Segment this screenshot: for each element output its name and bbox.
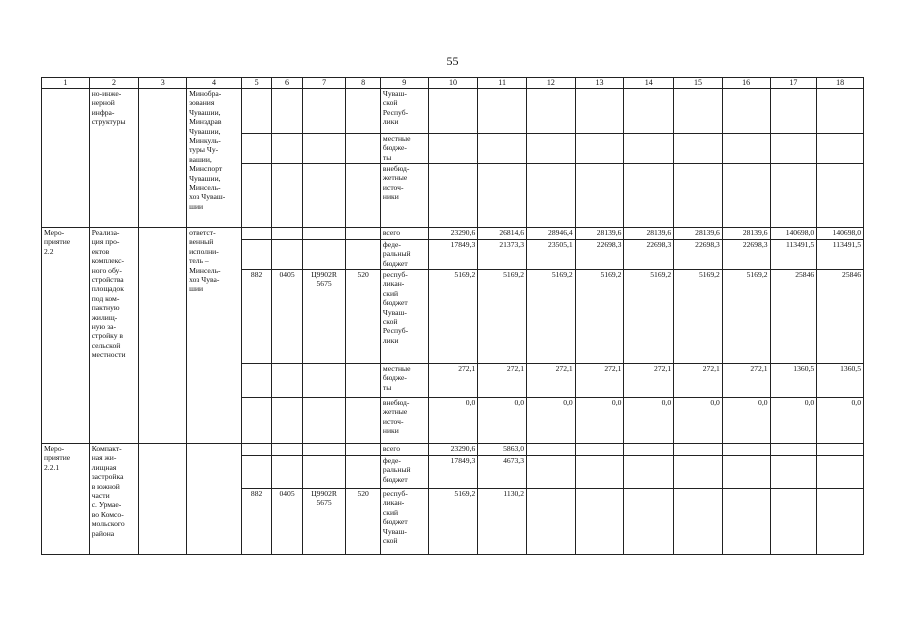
value-cell: 272,1 — [575, 364, 624, 398]
admin-code-cell: 882 — [241, 489, 271, 555]
col-header: 11 — [478, 78, 527, 89]
col-header: 18 — [817, 78, 864, 89]
value-cell: 0,0 — [624, 398, 674, 444]
value-cell: 23290,6 — [428, 228, 478, 240]
value-cell: 5863,0 — [478, 444, 527, 456]
section-code-cell: 0405 — [272, 489, 302, 555]
value-cell: 4673,3 — [478, 456, 527, 489]
value-cell: 0,0 — [722, 398, 770, 444]
value-cell: 0,0 — [674, 398, 723, 444]
col-header: 13 — [575, 78, 624, 89]
status-cell — [139, 228, 187, 444]
value-cell: 28946,4 — [527, 228, 576, 240]
col-header: 17 — [770, 78, 817, 89]
funding-source-label: всего — [380, 228, 428, 240]
col-header: 15 — [674, 78, 723, 89]
value-cell: 5169,2 — [478, 270, 527, 364]
col-header: 14 — [624, 78, 674, 89]
table-row — [42, 89, 864, 134]
funding-source-label: местные бюдже- ты — [380, 134, 428, 164]
executor-cell: ответст- венный исполни- тель – Минсель- хоз Чува- шии — [187, 228, 242, 444]
value-cell: 0,0 — [770, 398, 817, 444]
status-cell — [139, 444, 187, 555]
value-cell: 21373,3 — [478, 240, 527, 270]
col-header: 7 — [302, 78, 346, 89]
executor-cell: Минобра- зования Чувашии, Минздрав Чувашии, Минкуль- туры Чу- вашии, Минспорт Чувашии, Минсель- хоз Чуваш- шии — [187, 89, 242, 228]
event-code-cell — [42, 89, 90, 228]
col-header: 2 — [89, 78, 139, 89]
admin-code-cell: 882 — [241, 270, 271, 364]
value-cell: 5169,2 — [527, 270, 576, 364]
col-header: 1 — [42, 78, 90, 89]
budget-table — [41, 77, 864, 555]
table-row — [42, 444, 864, 456]
col-header: 10 — [428, 78, 478, 89]
col-header: 16 — [722, 78, 770, 89]
value-cell: 17849,3 — [428, 456, 478, 489]
col-header: 5 — [241, 78, 271, 89]
col-header: 8 — [346, 78, 381, 89]
value-cell: 272,1 — [478, 364, 527, 398]
value-cell: 28139,6 — [722, 228, 770, 240]
value-cell: 26814,6 — [478, 228, 527, 240]
value-cell: 23505,1 — [527, 240, 576, 270]
value-cell: 22698,3 — [722, 240, 770, 270]
value-cell: 1130,2 — [478, 489, 527, 555]
value-cell: 28139,6 — [624, 228, 674, 240]
col-header: 9 — [380, 78, 428, 89]
funding-source-label: феде- ральный бюджет — [380, 456, 428, 489]
funding-source-label: внебюд- жетные источ- ники — [380, 398, 428, 444]
value-cell: 22698,3 — [674, 240, 723, 270]
value-cell: 140698,0 — [817, 228, 864, 240]
funding-source-label: респуб- ликан- ский бюджет Чуваш- ской Респуб- лики — [380, 270, 428, 364]
value-cell: 113491,5 — [770, 240, 817, 270]
value-cell: 0,0 — [575, 398, 624, 444]
table-row — [42, 228, 864, 240]
expense-type-cell: 520 — [346, 270, 381, 364]
value-cell: 5169,2 — [575, 270, 624, 364]
target-article-cell: Ц9902R 5675 — [302, 489, 346, 555]
col-header: 4 — [187, 78, 242, 89]
value-cell: 25846 — [817, 270, 864, 364]
value-cell: 5169,2 — [722, 270, 770, 364]
col-header: 6 — [272, 78, 302, 89]
value-cell: 5169,2 — [428, 489, 478, 555]
value-cell: 28139,6 — [674, 228, 723, 240]
event-name-cell: но-инже- нерной инфра- структуры — [89, 89, 139, 228]
funding-source-label: феде- ральный бюджет — [380, 240, 428, 270]
value-cell: 113491,5 — [817, 240, 864, 270]
column-number-row — [42, 78, 864, 89]
funding-source-label: внебюд- жетные источ- ники — [380, 164, 428, 228]
value-cell: 1360,5 — [817, 364, 864, 398]
value-cell: 272,1 — [428, 364, 478, 398]
page-number: 55 — [446, 54, 459, 68]
value-cell: 272,1 — [527, 364, 576, 398]
expense-type-cell: 520 — [346, 489, 381, 555]
status-cell — [139, 89, 187, 228]
value-cell: 5169,2 — [428, 270, 478, 364]
value-cell: 17849,3 — [428, 240, 478, 270]
value-cell: 28139,6 — [575, 228, 624, 240]
value-cell: 1360,5 — [770, 364, 817, 398]
value-cell: 0,0 — [478, 398, 527, 444]
value-cell: 5169,2 — [624, 270, 674, 364]
value-cell: 25846 — [770, 270, 817, 364]
value-cell: 5169,2 — [674, 270, 723, 364]
value-cell: 22698,3 — [624, 240, 674, 270]
col-header: 12 — [527, 78, 576, 89]
section-code-cell: 0405 — [272, 270, 302, 364]
funding-source-label: Чуваш- ской Респуб- лики — [380, 89, 428, 134]
value-cell: 0,0 — [428, 398, 478, 444]
col-header: 3 — [139, 78, 187, 89]
funding-source-label: местные бюдже- ты — [380, 364, 428, 398]
event-name-cell: Реализа- ция про- ектов комплекс- ного обу- стройства площадок под ком- пактную жилищ- ную за- стройку в сельской местности — [89, 228, 139, 444]
value-cell: 0,0 — [527, 398, 576, 444]
executor-cell — [187, 444, 242, 555]
funding-source-label: всего — [380, 444, 428, 456]
event-name-cell: Компакт- ная жи- лищная застройка в южной части с. Урмае- во Комсо- мольского района — [89, 444, 139, 555]
target-article-cell: Ц9902R 5675 — [302, 270, 346, 364]
value-cell: 0,0 — [817, 398, 864, 444]
event-code-cell: Меро- приятие 2.2.1 — [42, 444, 90, 555]
funding-source-label: респуб- ликан- ский бюджет Чуваш- ской — [380, 489, 428, 555]
value-cell: 22698,3 — [575, 240, 624, 270]
value-cell: 272,1 — [674, 364, 723, 398]
value-cell: 272,1 — [624, 364, 674, 398]
value-cell: 23290,6 — [428, 444, 478, 456]
value-cell: 272,1 — [722, 364, 770, 398]
event-code-cell: Меро- приятие 2.2 — [42, 228, 90, 444]
value-cell: 140698,0 — [770, 228, 817, 240]
